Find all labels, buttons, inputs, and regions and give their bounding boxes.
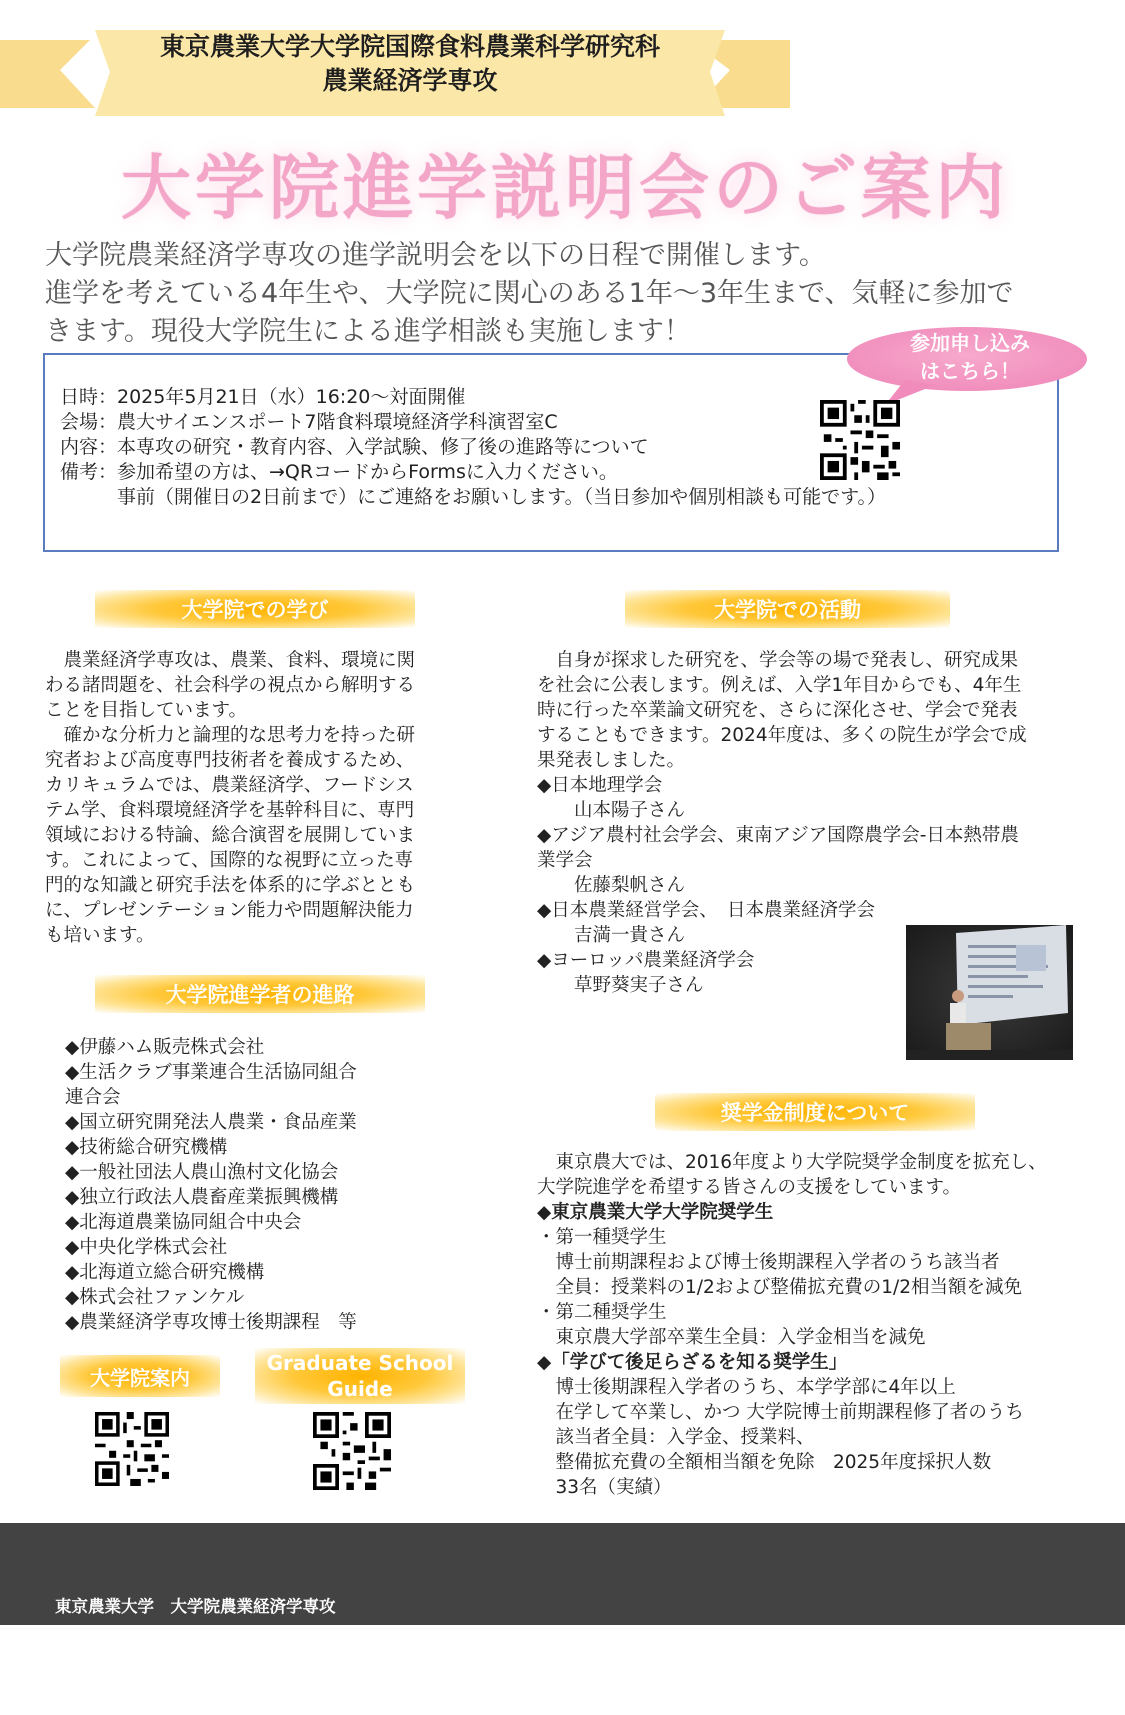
guide-jp-qr-code[interactable] bbox=[95, 1412, 169, 1486]
event-content: 内容：本専攻の研究・教育内容、入学試験、修了後の進路等について bbox=[60, 436, 649, 458]
event-date: 日時：2025年5月21日（水）16:20〜対面開催 bbox=[60, 386, 466, 408]
intro-line: 大学院農業経済学専攻の進学説明会を以下の日程で開催します。 bbox=[45, 240, 826, 271]
page-title: 大学院進学説明会のご案内 bbox=[121, 147, 1009, 229]
signup-line: はこちら！ bbox=[920, 359, 1020, 383]
text-line: 自身が探求した研究を、学会等の場で発表し、研究成果 bbox=[537, 650, 1019, 671]
footer-contact-line: 問い合わせ先 農業経済学専攻主事 藤森裕美 hf207430(atmark)nodai.ac.jp bbox=[55, 1669, 690, 1688]
text-line: ・第二種奨学生 bbox=[537, 1302, 667, 1323]
text-line: カリキュラムでは、農業経済学、フードシス bbox=[45, 775, 414, 796]
text-line: 農業経済学専攻は、農業、食料、環境に関 bbox=[45, 650, 416, 671]
text-line: 時に行った卒業論文研究を、さらに深化させ、学会で発表 bbox=[537, 700, 1018, 721]
text-line: 業学会 bbox=[537, 850, 593, 871]
signup-link[interactable] bbox=[870, 329, 1070, 385]
text-line: 山本陽子さん bbox=[537, 800, 686, 821]
major-name: 農業経済学専攻 bbox=[322, 66, 498, 95]
guide-en-line: Graduate School bbox=[266, 1351, 454, 1375]
text-line: 佐藤梨帆さん bbox=[537, 875, 686, 896]
signup-line: 参加申し込み bbox=[910, 331, 1030, 355]
list-item: 連合会 bbox=[65, 1087, 121, 1108]
event-note-2: 事前（開催日の2日前まで）にご連絡をお願いします。（当日参加や個別相談も可能です。） bbox=[60, 486, 887, 508]
text-line: わる諸問題を、社会科学の視点から解明する bbox=[45, 675, 416, 696]
text-line: ・第一種奨学生 bbox=[537, 1227, 667, 1248]
activities-heading: 大学院での活動 bbox=[625, 590, 950, 628]
learning-heading: 大学院での学び bbox=[95, 590, 415, 628]
text-line: 果発表しました。 bbox=[537, 750, 686, 771]
scholarship-subheading: ◆東京農業大学大学院奨学生 bbox=[537, 1202, 774, 1223]
list-item: ◆農業経済学専攻博士後期課程 等 bbox=[65, 1312, 357, 1333]
text-line: 草野葵実子さん bbox=[537, 975, 704, 996]
list-item: ◆北海道農業協同組合中央会 bbox=[65, 1212, 302, 1233]
text-line: に、プレゼンテーション能力や問題解決能力 bbox=[45, 900, 414, 921]
list-item: ◆北海道立総合研究機構 bbox=[65, 1262, 265, 1283]
guide-en-qr-code[interactable] bbox=[313, 1412, 391, 1490]
text-line: 究者および高度専門技術者を養成するため、 bbox=[45, 750, 415, 771]
guide-en-line: Guide bbox=[327, 1377, 393, 1401]
text-line: ◆日本地理学会 bbox=[537, 775, 663, 796]
text-line: 大学院進学を希望する皆さんの支援をしています。 bbox=[537, 1177, 962, 1198]
text-line: 在学して卒業し、かつ 大学院博士前期課程修了者のうち bbox=[537, 1402, 1024, 1423]
guide-en-label[interactable] bbox=[255, 1348, 465, 1404]
list-item: ◆株式会社ファンケル bbox=[65, 1287, 245, 1308]
list-item: ◆生活クラブ事業連合生活協同組合 bbox=[65, 1062, 357, 1083]
event-info-details bbox=[60, 385, 886, 510]
footer-contact bbox=[55, 1547, 690, 1715]
scholarship-subheading: ◆「学びて後足らざるを知る奨学生」 bbox=[537, 1352, 848, 1373]
list-item: ◆技術総合研究機構 bbox=[65, 1137, 228, 1158]
text-line: 吉満一貴さん bbox=[537, 925, 686, 946]
list-item: ◆独立行政法人農畜産業振興機構 bbox=[65, 1187, 339, 1208]
intro-line: きます。現役大学院生による進学相談も実施します！ bbox=[45, 316, 691, 347]
text-line: 東京農大では、2016年度より大学院奨学金制度を拡充し、 bbox=[537, 1152, 1047, 1173]
list-item: ◆中央化学株式会社 bbox=[65, 1237, 228, 1258]
text-line: ことを目指しています。 bbox=[45, 700, 248, 721]
learning-text bbox=[45, 648, 475, 948]
text-line: ◆アジア農村社会学会、東南アジア国際農学会-日本熱帯農 bbox=[537, 825, 1019, 846]
text-line: 33名（実績） bbox=[537, 1477, 672, 1498]
event-note: 備考：参加希望の方は、→QRコードからFormsに入力ください。 bbox=[60, 461, 618, 483]
scholarship-heading: 奨学金制度について bbox=[655, 1093, 975, 1131]
text-line: ◆ヨーロッパ農業経済学会 bbox=[537, 950, 755, 971]
signup-qr-code[interactable] bbox=[820, 400, 900, 480]
list-item: ◆一般社団法人農山漁村文化協会 bbox=[65, 1162, 339, 1183]
presentation-photo bbox=[906, 925, 1073, 1060]
header-ribbon-text bbox=[60, 30, 760, 98]
text-line: も培います。 bbox=[45, 925, 155, 946]
text-line: 博士後期課程入学者のうち、本学学部に4年以上 bbox=[537, 1377, 956, 1398]
text-line: 整備拡充費の全額相当額を免除 2025年度採択人数 bbox=[537, 1452, 992, 1473]
text-line: 該当者全員：入学金、授業料、 bbox=[537, 1427, 815, 1448]
text-line: 門的な知識と研究手法を体系的に学ぶととも bbox=[45, 875, 416, 896]
scholarship-text bbox=[537, 1150, 1097, 1500]
list-item: ◆伊藤ハム販売株式会社 bbox=[65, 1037, 265, 1058]
guide-jp-label[interactable]: 大学院案内 bbox=[60, 1355, 220, 1397]
text-line: 全員：授業料の1/2および整備拡充費の1/2相当額を減免 bbox=[537, 1277, 1023, 1298]
text-line: 確かな分析力と論理的な思考力を持った研 bbox=[45, 725, 416, 746]
text-line: ◆日本農業経営学会、 日本農業経済学会 bbox=[537, 900, 875, 921]
careers-heading: 大学院進学者の進路 bbox=[95, 975, 425, 1013]
program-name: 東京農業大学大学院国際食料農業科学研究科 bbox=[159, 32, 660, 61]
text-line: 東京農大学部卒業生全員：入学金相当を減免 bbox=[537, 1327, 926, 1348]
text-line: す。これによって、国際的な視野に立った専 bbox=[45, 850, 414, 871]
text-line: 領域における特論、総合演習を展開していま bbox=[45, 825, 416, 846]
list-item: ◆国立研究開発法人農業・食品産業 bbox=[65, 1112, 357, 1133]
intro-line: 進学を考えている4年生や、大学院に関心のある1年〜3年生まで、気軽に参加で bbox=[45, 278, 1014, 309]
text-line: することもできます。2024年度は、多くの院生が学会で成 bbox=[537, 725, 1027, 746]
careers-list bbox=[65, 1035, 357, 1335]
event-venue: 会場：農大サイエンスポート7階食料環境経済学科演習室C bbox=[60, 411, 558, 433]
text-line: を社会に公表します。例えば、入学1年目からでも、4年生 bbox=[537, 675, 1022, 696]
text-line: 博士前期課程および博士後期課程入学者のうち該当者 bbox=[537, 1252, 1000, 1273]
text-line: テム学、食料環境経済学を基幹科目に、専門 bbox=[45, 800, 415, 821]
footer-org: 東京農業大学 大学院農業経済学専攻 bbox=[55, 1597, 336, 1616]
